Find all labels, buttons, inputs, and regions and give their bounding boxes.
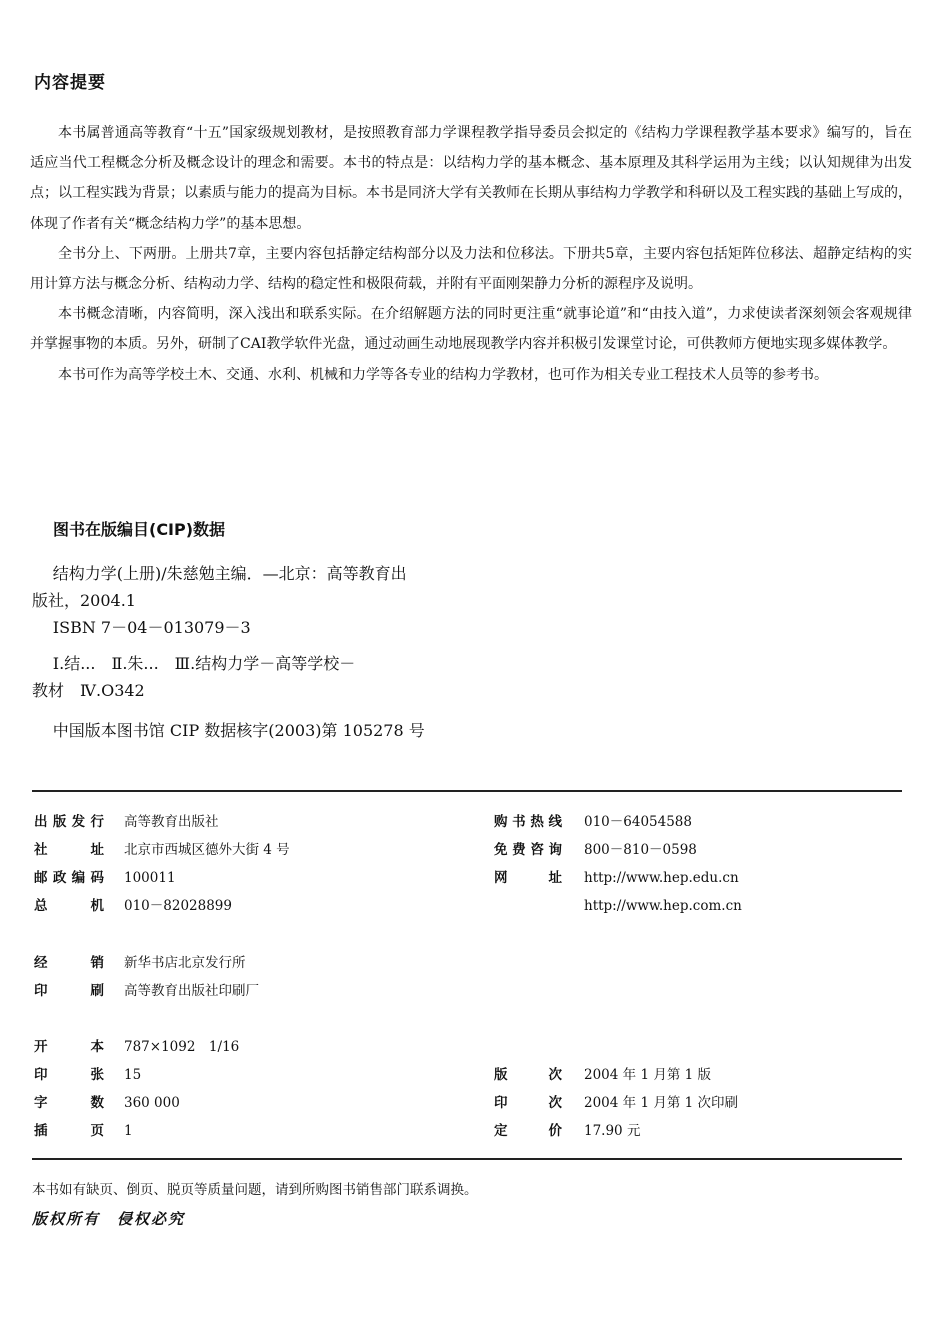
info-value: 北京市西城区德外大街 4 号 (124, 842, 290, 858)
info-row-distributor (34, 951, 246, 975)
info-row-hotline (494, 810, 692, 834)
cip-subjects-line: Ⅰ.结... Ⅱ.朱... Ⅲ.结构力学－高等学校－ (52, 654, 356, 673)
info-value: 100011 (124, 870, 176, 886)
info-label: 免费咨询 (494, 842, 562, 858)
info-label: 开本 (34, 1039, 104, 1055)
info-value: 新华书店北京发行所 (124, 955, 246, 971)
info-row-wordcount (34, 1091, 180, 1115)
info-value: 高等教育出版社 (124, 814, 219, 830)
info-row-edition (494, 1063, 711, 1087)
summary-paragraph: 本书概念清晰，内容简明，深入浅出和联系实际。在介绍解题方法的同时更注重“就事论道”和“由技入道”，力求使读者深刻领会客观规律并掌握事物的本质。另外，研制了CAI教学软件光盘，通过动画生动地展现教学内容并积极引发课堂讨论，可供教师方便地实现多媒体教学。 (30, 306, 912, 353)
summary-paragraph: 本书可作为高等学校土木、交通、水利、机械和力学等各专业的结构力学教材，也可作为相关专业工程技术人员等的参考书。 (58, 366, 828, 383)
info-row-publisher (34, 810, 219, 834)
info-row-printing (494, 1091, 738, 1115)
info-row-format (34, 1035, 240, 1059)
info-label: 定价 (494, 1123, 562, 1139)
info-row-address (34, 838, 290, 862)
summary-paragraph: 本书属普通高等教育“十五”国家级规划教材，是按照教育部力学课程教学指导委员会拟定的《结构力学课程教学基本要求》编写的，旨在适应当代工程概念分析及概念设计的理念和需要。本书的特点是：以结构力学的基本概念、基本原理及其科学运用为主线；以认知规律为出发点；以工程实践为背景；以素质与能力的提高为目标。本书是同济大学有关教师在长期从事结构力学教学和科研以及工程实践的基础上写成的，体现了作者有关“概念结构力学”的基本思想。 (30, 125, 912, 232)
info-value: 010－82028899 (124, 898, 232, 914)
cip-record-line: 结构力学(上册)/朱慈勉主编．—北京：高等教育出 (52, 564, 407, 583)
info-value: 1 (124, 1123, 133, 1139)
info-label: 字数 (34, 1095, 104, 1111)
divider-top (32, 790, 902, 792)
info-label: 出版发行 (34, 814, 104, 830)
info-value: 360 000 (124, 1095, 180, 1111)
info-value: 2004 年 1 月第 1 版 (584, 1067, 711, 1083)
info-value: 010－64054588 (584, 814, 692, 830)
cip-subjects-line: 教材 Ⅳ.O342 (32, 681, 145, 700)
info-label: 经销 (34, 955, 104, 971)
info-row-inserts (34, 1119, 133, 1143)
info-value: http://www.hep.edu.cn (584, 870, 739, 886)
summary-paragraph: 全书分上、下两册。上册共7章，主要内容包括静定结构部分以及力法和位移法。下册共5章，主要内容包括矩阵位移法、超静定结构的实用计算方法与概念分析、结构动力学、结构的稳定性和极限荷载，并附有平面刚架静力分析的源程序及说明。 (30, 245, 912, 293)
info-value: 15 (124, 1067, 142, 1083)
info-row-website (494, 866, 739, 890)
info-row-switchboard (34, 894, 232, 918)
cip-isbn: ISBN 7－04－013079－3 (52, 618, 251, 637)
info-label: 总机 (34, 898, 104, 914)
divider-bottom (32, 1158, 902, 1160)
info-label: 邮政编码 (34, 870, 104, 886)
info-row-website-alt (494, 894, 742, 918)
cip-record (32, 560, 552, 641)
info-row-free-consult (494, 838, 697, 862)
summary-body (30, 118, 912, 390)
info-label: 购书热线 (494, 814, 562, 830)
info-value: 高等教育出版社印刷厂 (124, 983, 259, 999)
summary-heading: 内容提要 (34, 73, 106, 93)
info-value: 2004 年 1 月第 1 次印刷 (584, 1095, 738, 1111)
info-label: 印刷 (34, 983, 104, 999)
info-row-postcode (34, 866, 176, 890)
info-value: 787×1092 1/16 (124, 1039, 240, 1055)
info-value: 800－810－0598 (584, 842, 697, 858)
quality-notice: 本书如有缺页、倒页、脱页等质量问题，请到所购图书销售部门联系调换。 (32, 1182, 478, 1198)
rights-notice: 版权所有 侵权必究 (32, 1210, 186, 1228)
info-label: 插页 (34, 1123, 104, 1139)
cip-verification: 中国版本图书馆 CIP 数据核字(2003)第 105278 号 (52, 721, 425, 740)
info-value: 17.90 元 (584, 1123, 641, 1139)
cip-record-line: 版社，2004.1 (32, 591, 136, 610)
info-value: http://www.hep.com.cn (584, 898, 742, 914)
info-row-price (494, 1119, 641, 1143)
info-label: 版次 (494, 1067, 562, 1083)
cip-heading: 图书在版编目(CIP)数据 (53, 520, 226, 539)
cip-subjects (32, 650, 552, 704)
info-label: 印次 (494, 1095, 562, 1111)
info-label: 网址 (494, 870, 562, 886)
info-label: 社址 (34, 842, 104, 858)
info-label: 印张 (34, 1067, 104, 1083)
cip-verification-block (32, 717, 552, 744)
info-row-printer (34, 979, 259, 1003)
info-row-sheets (34, 1063, 142, 1087)
